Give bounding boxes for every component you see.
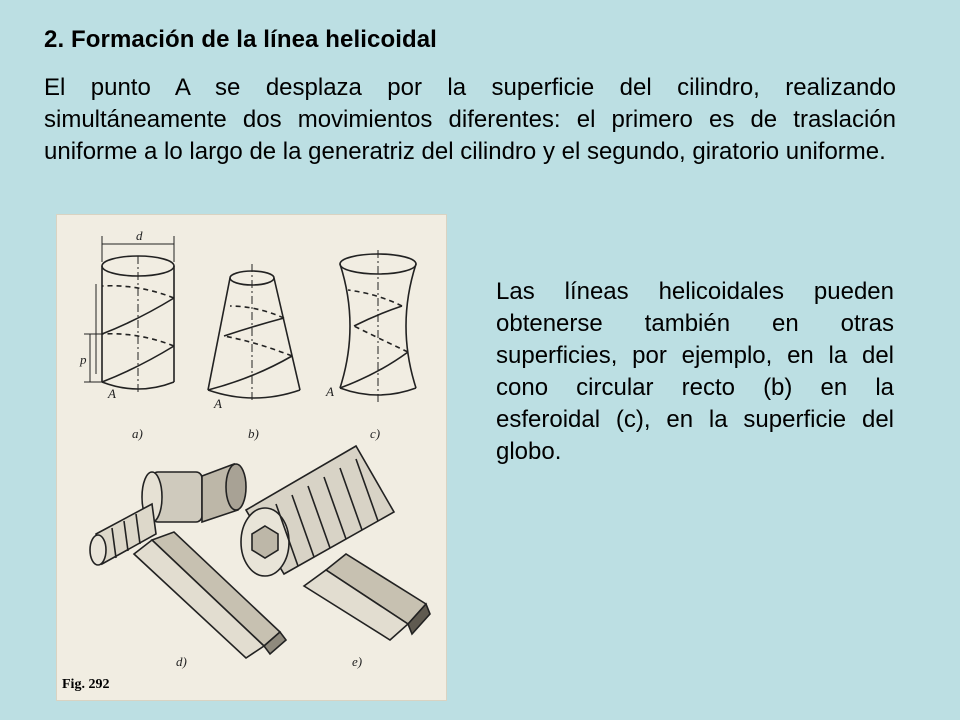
figure-caption: Fig. 292 bbox=[62, 677, 110, 692]
paragraph-cylinder-motion: El punto A se desplaza por la superficie del cilindro, realizando simultáneamente dos movimientos diferentes: el primero es de traslación uniforme a lo largo de la generatriz del cilindro y el segundo, giratorio uniforme. bbox=[44, 74, 896, 165]
cylinder-diagram bbox=[84, 236, 174, 394]
label-point-a-cone: A bbox=[214, 396, 222, 411]
spheroid-diagram bbox=[340, 250, 416, 404]
slide-title: 2. Formación de la línea helicoidal bbox=[44, 26, 437, 53]
label-point-a-cylinder: A bbox=[108, 386, 116, 401]
label-pitch: p bbox=[80, 352, 87, 367]
label-a: a) bbox=[132, 426, 143, 441]
worm-tool-diagram bbox=[241, 446, 430, 640]
paragraph-other-surfaces: Las líneas helicoidales pueden obtenerse también en otras superficies, por ejemplo, en la del cono circular recto (b) en la esferoidal (c), en la superficie del globo. bbox=[496, 278, 894, 465]
label-d: d) bbox=[176, 654, 187, 669]
cone-diagram bbox=[208, 264, 300, 402]
figure-helical-lines bbox=[56, 214, 447, 701]
label-point-a-spheroid: A bbox=[326, 384, 334, 399]
label-e: e) bbox=[352, 654, 363, 669]
label-diameter: d bbox=[136, 228, 143, 243]
figure-drawing bbox=[56, 214, 447, 701]
label-c: c) bbox=[370, 426, 381, 441]
label-b: b) bbox=[248, 426, 259, 441]
